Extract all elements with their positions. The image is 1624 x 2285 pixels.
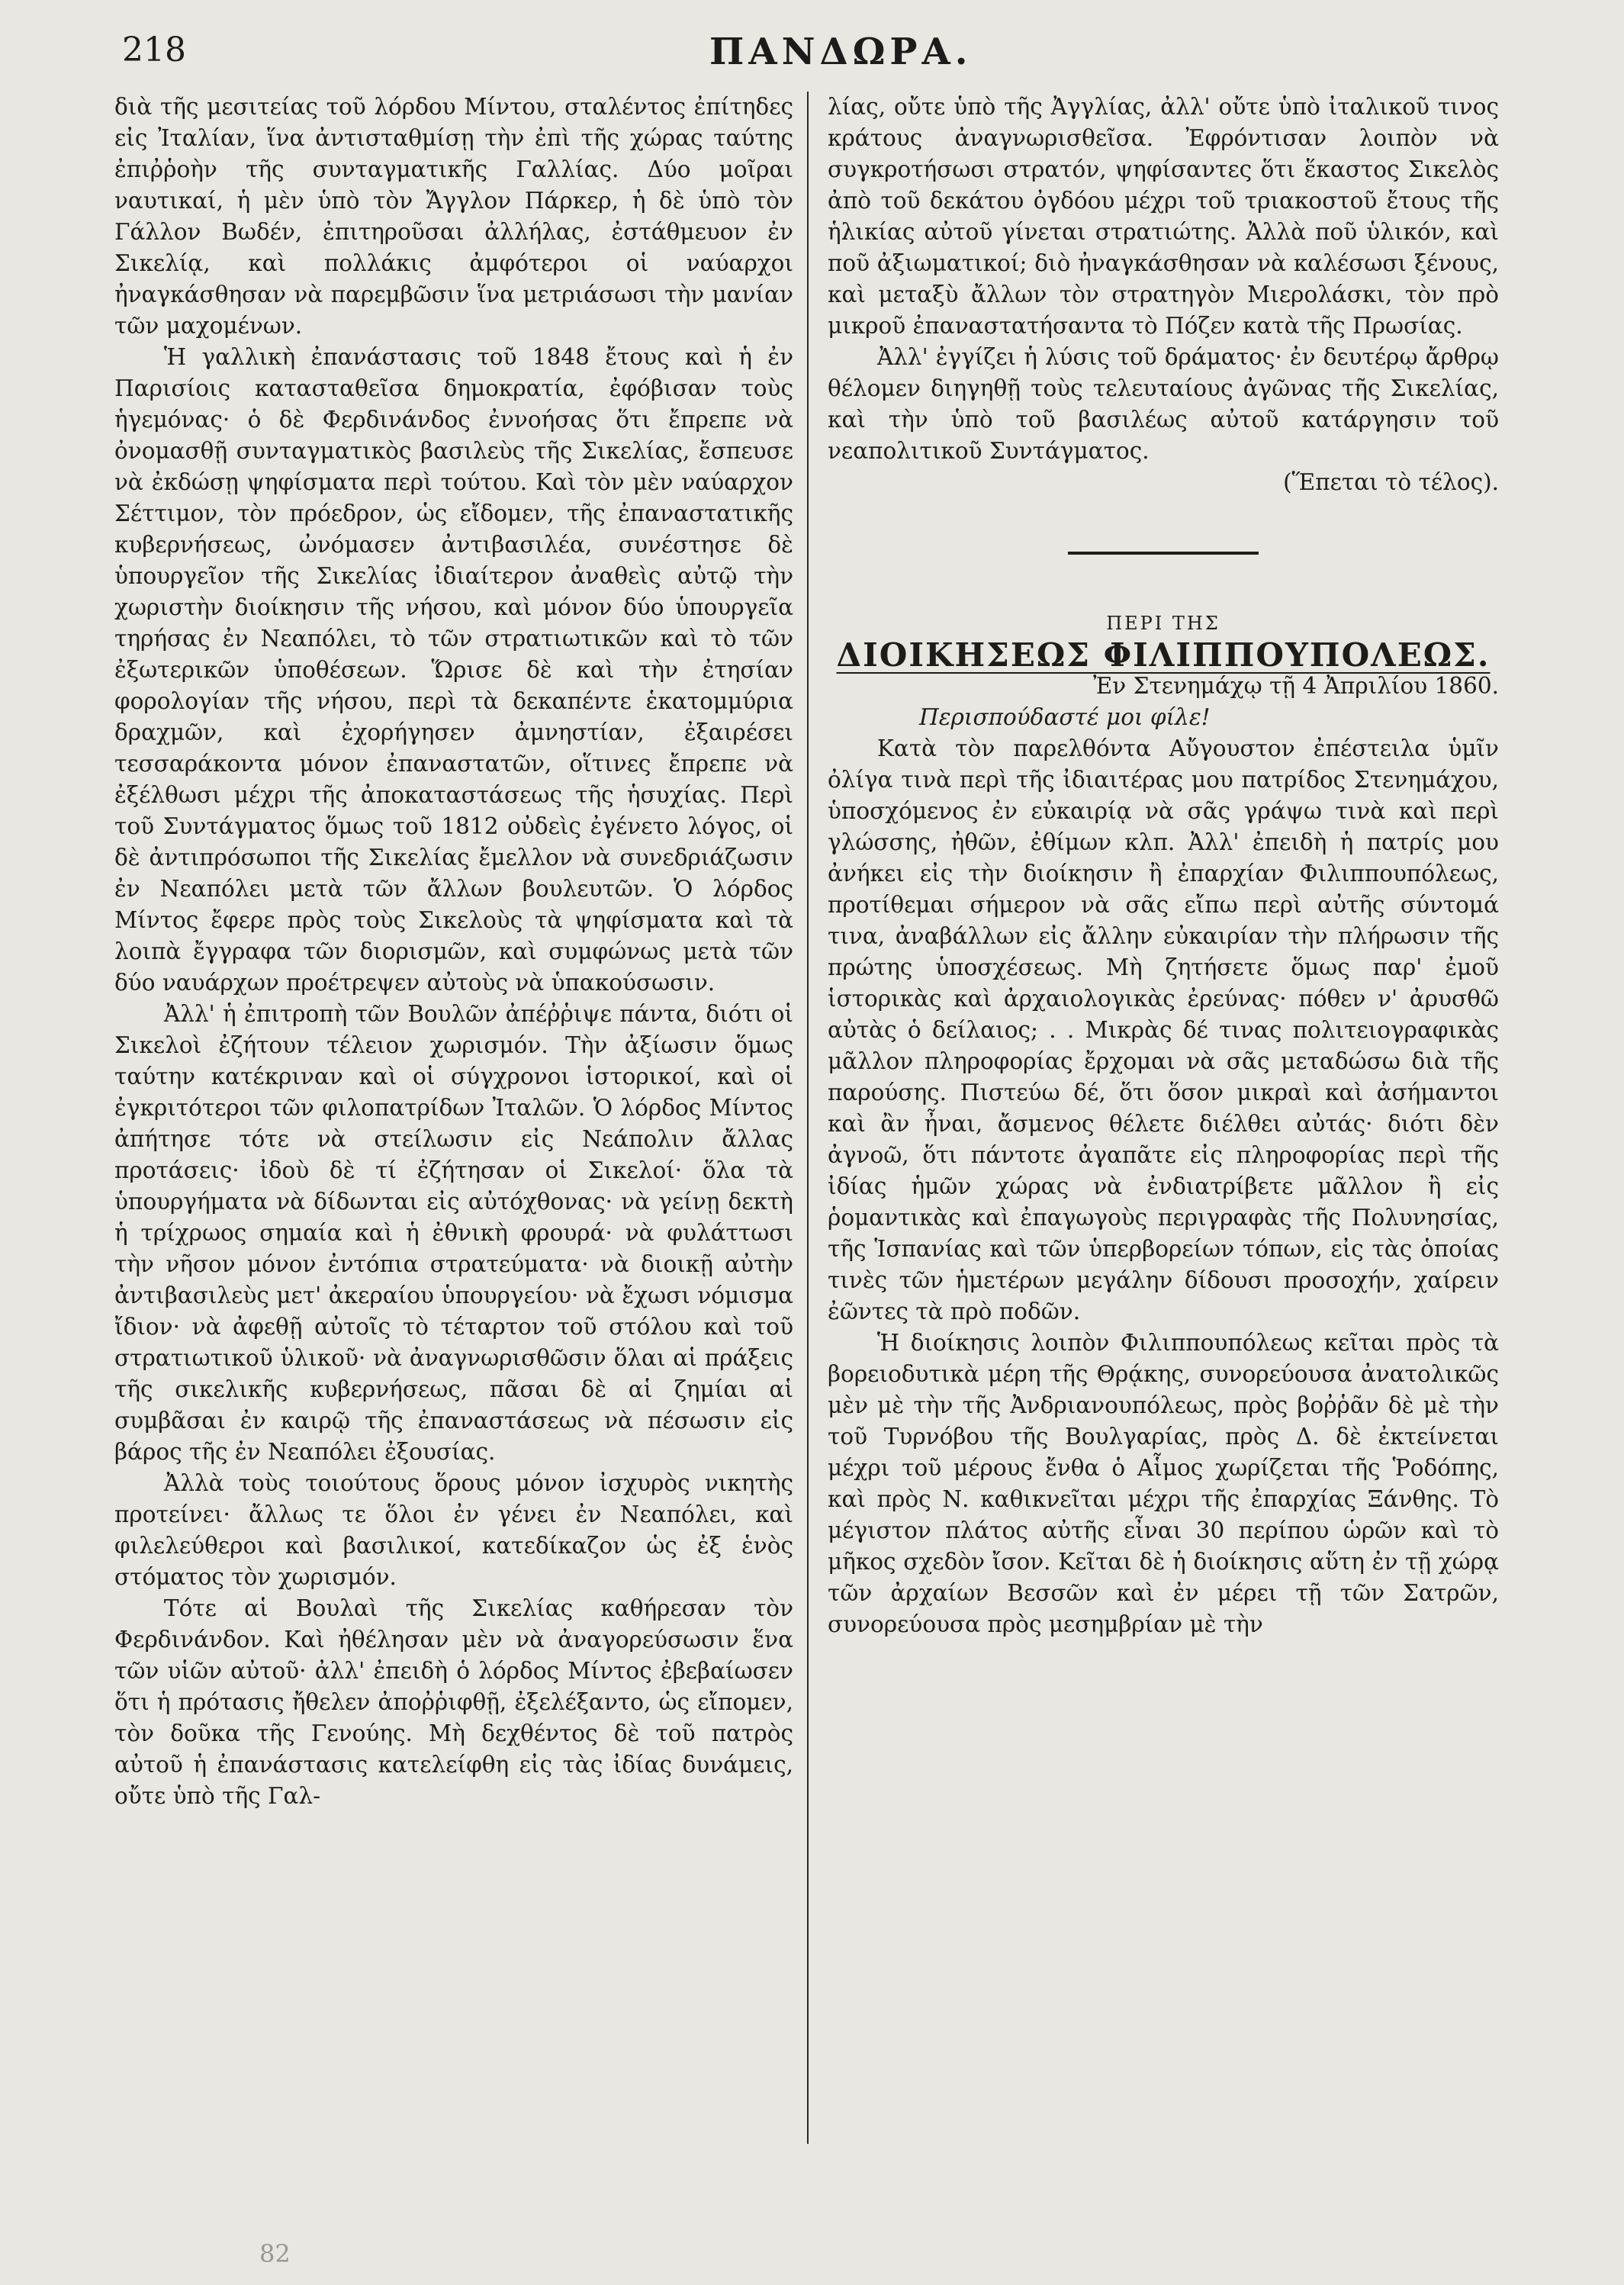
page-number: 218: [122, 31, 186, 69]
right-paragraph-3: Κατὰ τὸν παρελθόντα Αὔγουστον ἐπέστειλα ὑμῖν ὀλίγα τινὰ περὶ τῆς ἰδιαιτέρας μου πατρίδος Στενημάχου, ὑποσχόμενος ἐν εὐκαιρίᾳ νὰ σᾶς γράψω τινὰ καὶ περὶ γλώσσης, ἠθῶν, ἐθίμων κλπ. Ἀλλ' ἐπειδὴ ἡ πατρίς μου ἀνήκει εἰς τὴν διοίκησιν ἢ ἐπαρχίαν Φιλιππουπόλεως, προτίθεμαι σήμερον νὰ σᾶς εἴπω περὶ αὐτῆς σύντομά τινα, ἀναβάλλων εἰς ἄλλην εὐκαιρίαν τὴν πλήρωσιν τῆς πρώτης ὑποσχέσεως. Μὴ ζητήσετε ὅμως παρ' ἐμοῦ ἱστορικὰς καὶ ἀρχαιολογικὰς ἐρεύνας· πόθεν ν' ἀρυσθῶ αὐτὰς ὁ δείλαιος; . . Μικρὰς δέ τινας πολιτειογραφικὰς μᾶλλον πληροφορίας ἔρχομαι νὰ σᾶς μεταδώσω διὰ τῆς παρούσης. Πιστεύω δέ, ὅτι ὅσον μικραὶ καὶ ἀσήμαντοι καὶ ἂν ἦναι, ἄσμενος θέλετε διέλθει αὐτάς· διότι δὲν ἀγνοῶ, ὅτι πάντοτε ἀγαπᾶτε εἰς πληροφορίας περὶ τῆς ἰδίας ἡμῶν χώρας νὰ ἐνδιατρίβετε μᾶλλον ἢ εἰς ῥομαντικὰς καὶ ἐπαγωγοὺς περιγραφὰς τῆς Πολυνησίας, τῆς Ἱσπανίας καὶ τῶν ὑπερβορείων τόπων, εἰς τὰς ὁποίας τινὲς τῶν ἡμετέρων μεγάλην δίδουσι προσοχήν, χαίρειν ἐῶντες τὰ πρὸ ποδῶν.: [828, 735, 1499, 1324]
left-paragraph-4: Ἀλλὰ τοὺς τοιούτους ὅρους μόνον ἰσχυρὸς νικητὴς προτείνει· ἄλλως τε ὅλοι ἐν γένει ἐν Νεαπόλει, καὶ φιλελεύθεροι καὶ βασιλικοί, κατεδίκαζον ὡς ἐξ ἑνὸς στόματος τὸν χωρισμόν.: [114, 1470, 793, 1590]
left-paragraph-1: διὰ τῆς μεσιτείας τοῦ λόρδου Μίντου, σταλέντος ἐπίτηδες εἰς Ἰταλίαν, ἵνα ἀντισταθμίσῃ τὴν ἐπὶ τῆς χώρας ταύτης ἐπιῤῥοὴν τῆς συνταγματικῆς Γαλλίας. Δύο μοῖραι ναυτικαί, ἡ μὲν ὑπὸ τὸν Ἄγγλον Πάρκερ, ἡ δὲ ὑπὸ τὸν Γάλλον Βωδέν, ἐπιτηροῦσαι ἀλλήλας, ἐστάθμευον ἐν Σικελίᾳ, καὶ πολλάκις ἀμφότεροι οἱ ναύαρχοι ἠναγκάσθησαν νὰ παρεμβῶσιν ἵνα μετριάσωσι τὴν μανίαν τῶν μαχομένων.: [114, 94, 793, 339]
salutation: Περισπούδαστέ μοι φίλε!: [919, 704, 1211, 730]
section-prefix: ΠΕΡΙ ΤΗΣ: [1106, 613, 1220, 634]
left-paragraph-3: Ἀλλ' ἡ ἐπιτροπὴ τῶν Βουλῶν ἀπέῤῥιψε πάντα, διότι οἱ Σικελοὶ ἐζήτουν τέλειον χωρισμόν. Τὴν ἀξίωσιν ὅμως ταύτην κατέκριναν καὶ οἱ σύγχρονοι ἱστορικοί, καὶ οἱ ἐγκριτότεροι τῶν φιλοπατρίδων Ἰταλῶν. Ὁ λόρδος Μίντος ἀπήτησε τότε νὰ στείλωσιν εἰς Νεάπολιν ἄλλας προτάσεις· ἰδοὺ δὲ τί ἐζήτησαν οἱ Σικελοί· ὅλα τὰ ὑπουργήματα νὰ δίδωνται εἰς αὐτόχθονας· νὰ γείνῃ δεκτὴ ἡ τρίχρωος σημαία καὶ ἡ ἐθνικὴ φρουρά· νὰ φυλάττωσι τὴν νῆσον μόνον ἐντόπια στρατεύματα· νὰ διοικῇ αὐτὴν ἀντιβασιλεὺς μετ' ἀκεραίου ὑπουργείου· νὰ ἔχωσι νόμισμα ἴδιον· νὰ ἀφεθῇ αὐτοῖς τὸ τέταρτον τοῦ στόλου καὶ τοῦ στρατιωτικοῦ ὑλικοῦ· νὰ ἀναγνωρισθῶσιν ὅλαι αἱ πράξεις τῆς σικελικῆς κυβερνήσεως, πᾶσαι δὲ αἱ ζημίαι αἱ συμβᾶσαι ἐν καιρῷ τῆς ἐπαναστάσεως νὰ πέσωσιν εἰς βάρος τῆς ἐν Νεαπόλει ἐξουσίας.: [114, 1001, 793, 1465]
section-rule: [1068, 552, 1259, 555]
footer-mark: 82: [259, 2239, 291, 2268]
right-paragraph-2: Ἀλλ' ἐγγίζει ἡ λύσις τοῦ δράματος· ἐν δευτέρῳ ἄρθρῳ θέλομεν διηγηθῇ τοὺς τελευταίους ἀγῶνας τῆς Σικελίας, καὶ τὴν ὑπὸ τοῦ βασιλέως αὐτοῦ κατάργησιν τοῦ νεαπολιτικοῦ Συντάγματος.: [828, 344, 1499, 464]
page-header: [122, 31, 1587, 84]
dateline: Ἐν Στενημάχῳ τῇ 4 Ἀπριλίου 1860.: [1093, 673, 1499, 699]
column-divider: [807, 92, 809, 2144]
left-paragraph-5: Τότε αἱ Βουλαὶ τῆς Σικελίας καθήρεσαν τὸν Φερδινάνδον. Καὶ ἠθέλησαν μὲν νὰ ἀναγορεύσωσιν ἕνα τῶν υἱῶν αὐτοῦ· ἀλλ' ἐπειδὴ ὁ λόρδος Μίντος ἐβεβαίωσεν ὅτι ἡ πρότασις ἤθελεν ἀποῤῥιφθῇ, ἐξελέξαντο, ὡς εἴπομεν, τὸν δοῦκα τῆς Γενούης. Μὴ δεχθέντος δὲ τοῦ πατρὸς αὐτοῦ ἡ ἐπανάστασις κατελείφθη εἰς τὰς ἰδίας δυνάμεις, οὔτε ὑπὸ τῆς Γαλ-: [114, 1595, 793, 1809]
right-paragraph-4: Ἡ διοίκησις λοιπὸν Φιλιππουπόλεως κεῖται πρὸς τὰ βορειοδυτικὰ μέρη τῆς Θρᾴκης, συνορεύουσα ἀνατολικῶς μὲν μὲ τὴν τῆς Ἀνδριανουπόλεως, πρὸς βοῤῥᾶν δὲ μὲ τὴν τοῦ Τυρνόβου τῆς Βουλγαρίας, πρὸς Δ. δὲ ἐκτείνεται μέχρι τοῦ μέρους ἔνθα ὁ Αἷμος χωρίζεται τῆς Ῥοδόπης, καὶ πρὸς Ν. καθικνεῖται μέχρι τῆς ἐπαρχίας Ξάνθης. Τὸ μέγιστον πλάτος αὐτῆς εἶναι 30 περίπου ὡρῶν καὶ τὸ μῆκος σχεδὸν ἴσον. Κεῖται δὲ ἡ διοίκησις αὕτη ἐν τῇ χώρᾳ τῶν ἀρχαίων Βεσσῶν καὶ ἐν μέρει τῇ τῶν Σατρῶν, συνορεύουσα πρὸς μεσημβρίαν μὲ τὴν: [828, 1330, 1499, 1637]
right-column: [828, 92, 1499, 1640]
left-paragraph-2: Ἡ γαλλικὴ ἐπανάστασις τοῦ 1848 ἔτους καὶ ἡ ἐν Παρισίοις κατασταθεῖσα δημοκρατία, ἐφόβισαν τοὺς ἡγεμόνας· ὁ δὲ Φερδινάνδος ἐννοήσας ὅτι ἔπρεπε νὰ ὀνομασθῇ συνταγματικὸς βασιλεὺς τῆς Σικελίας, ἔσπευσε νὰ ἐκδώσῃ ψηφίσματα περὶ τούτου. Καὶ τὸν μὲν ναύαρχον Σέττιμον, τὸν πρόεδρον, ὡς εἴδομεν, τῆς ἐπαναστατικῆς κυβερνήσεως, ὠνόμασεν ἀντιβασιλέα, συνέστησε δὲ ὑπουργεῖον τῆς Σικελίας ἰδιαίτερον ἀναθεὶς αὐτῷ τὴν χωριστὴν διοίκησιν τῆς νήσου, καὶ μόνον δύο ὑπουργεῖα τηρήσας ἐν Νεαπόλει, τὸ τῶν στρατιωτικῶν καὶ τὸ τῶν ἐξωτερικῶν ὑποθέσεων. Ὥρισε δὲ καὶ τὴν ἐτησίαν φορολογίαν τῆς νήσου, περὶ τὰ δεκαπέντε ἑκατομμύρια δραχμῶν, καὶ ἐχορήγησεν ἀμνηστίαν, ἐξαιρέσει τεσσαράκοντα μόνον ἐπαναστατῶν, οἵτινες ἔπρεπε νὰ ἐξέλθωσι μέχρι τῆς ἀποκαταστάσεως τῆς ἡσυχίας. Περὶ τοῦ Συντάγματος ὅμως τοῦ 1812 οὐδεὶς ἐγένετο λόγος, οἱ δὲ ἀντιπρόσωποι τῆς Σικελίας ἔμελλον νὰ συνεδριάζωσιν ἐν Νεαπόλει μετὰ τῶν ἄλλων βουλευτῶν. Ὁ λόρδος Μίντος ἔφερε πρὸς τοὺς Σικελοὺς τὰ ψηφίσματα καὶ τὰ λοιπὰ ἔγγραφα τῶν διορισμῶν, καὶ συμφώνως μετὰ τῶν δύο ναυάρχων προέτρεψεν αὐτοὺς νὰ ὑπακούσωσιν.: [114, 344, 793, 996]
continued-note: (Ἕπεται τὸ τέλος).: [1283, 469, 1499, 495]
section-title: ΔΙΟΙΚΗΣΕΩΣ ΦΙΛΙΠΠΟΥΠΟΛΕΩΣ.: [836, 636, 1491, 674]
running-title: ΠΑΝΔΩΡΑ.: [709, 31, 973, 73]
right-paragraph-1: λίας, οὔτε ὑπὸ τῆς Ἀγγλίας, ἀλλ' οὔτε ὑπὸ ἰταλικοῦ τινος κράτους ἀναγνωρισθεῖσα. Ἐφρόντισαν λοιπὸν νὰ συγκροτήσωσι στρατόν, ψηφίσαντες ὅτι ἕκαστος Σικελὸς ἀπὸ τοῦ δεκάτου ὀγδόου μέχρι τοῦ τριακοστοῦ ἔτους τῆς ἡλικίας αὐτοῦ γίνεται στρατιώτης. Ἀλλὰ ποῦ ὑλικόν, καὶ ποῦ ἀξιωματικοί; διὸ ἠναγκάσθησαν νὰ καλέσωσι ξένους, καὶ μεταξὺ ἄλλων τὸν στρατηγὸν Μιερολάσκι, τὸν πρὸ μικροῦ ἐπαναστατήσαντα τὸ Πόζεν κατὰ τῆς Πρωσίας.: [828, 94, 1499, 339]
left-column: [114, 92, 793, 1812]
